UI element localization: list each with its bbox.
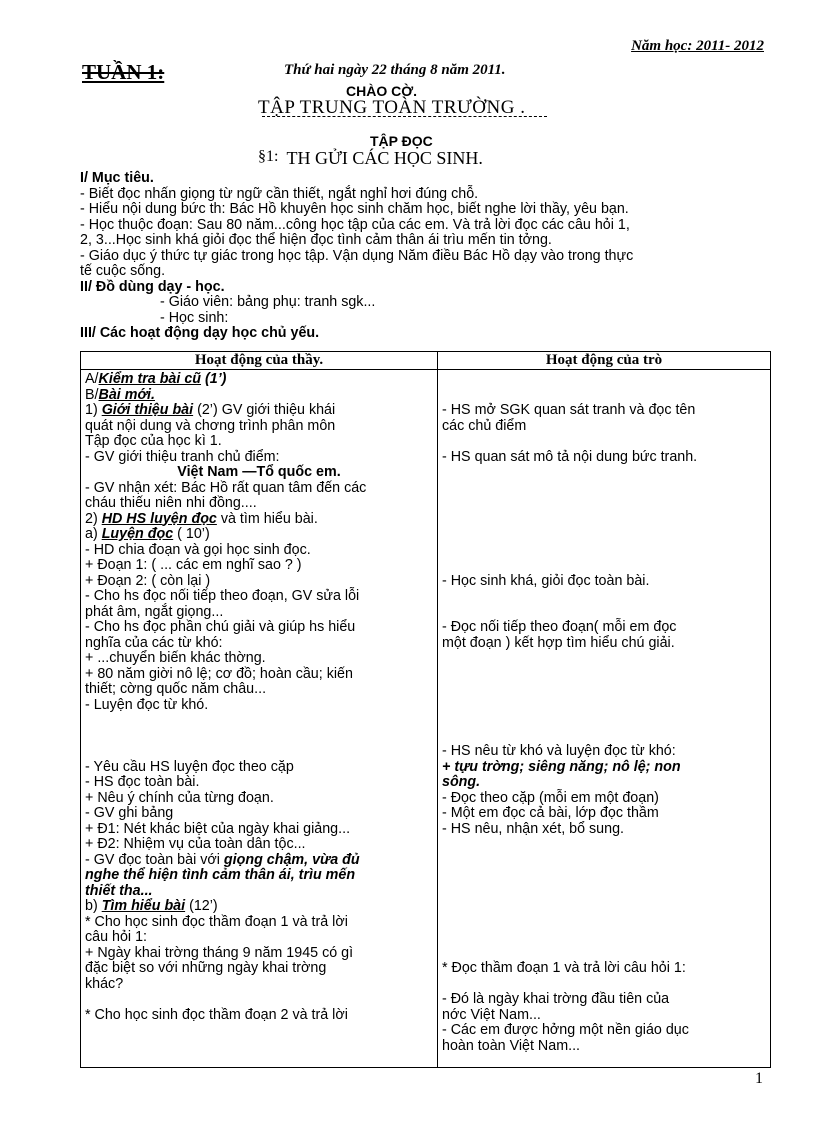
objective-item: 2, 3...Học sinh khá giỏi đọc thể hiện đọc tình cảm thân ái trìu mến tin tởng. [80,232,552,248]
objective-item: - Hiểu nội dung bức th: Bác Hồ khuyên học sinh chăm học, biết nghe lời thầy, yêu bạn. [80,201,629,217]
teacher-line: quát nội dung và chơng trình phân môn [85,417,336,434]
section-a: A/Kiểm tra bài cũ (1’) [85,371,227,387]
teacher-line: + Đ2: Nhiệm vụ của toàn dân tộc... [85,836,306,852]
teacher-line: * Cho học sinh đọc thầm đoạn 2 và trả lời [85,1006,348,1023]
student-line: - Đọc theo cặp (mỗi em một đoạn) [442,789,659,806]
teacher-line: + Đ1: Nét khác biệt của ngày khai giảng... [85,820,351,837]
teacher-line: phát âm, ngắt giọng... [85,603,224,620]
teacher-line: đặc biệt so với những ngày khai trờng [85,960,327,976]
school-year: Năm học: 2011- 2012 [631,38,764,54]
teacher-line: + 80 năm giời nô lệ; cơ đồ; hoàn cầu; kiến [85,665,353,682]
teacher-line: Tập đọc của học kì 1. [85,433,222,449]
teacher-column-header: Hoạt động của thầy. [81,352,438,370]
student-line: hoàn toàn Việt Nam... [442,1037,581,1054]
page-number: 1 [755,1070,763,1087]
salute-title: CHÀO CỜ. [346,83,418,99]
teacher-line: + Đoạn 1: ( ... các em nghĩ sao ? ) [85,557,302,573]
objective-item: tế cuộc sống. [80,263,166,279]
student-line: một đoạn ) kết hợp tìm hiểu chú giải. [442,634,675,651]
teacher-line: cháu thiếu niên nhi đồng.... [85,495,257,511]
student-line: - HS nêu, nhận xét, bổ sung. [442,820,625,837]
materials-student: - Học sinh: [160,309,229,326]
dashed-divider [262,116,547,117]
materials-teacher: - Giáo viên: bảng phụ: tranh sgk... [160,294,376,310]
student-column-header: Hoạt động của trò [438,352,771,370]
teacher-line: nghĩa của các từ khó: [85,634,223,651]
teacher-line: + Nêu ý chính của từng đoạn. [85,789,274,806]
step-intro: 1) Giới thiệu bài (2’) GV giới thiệu khái [85,402,336,418]
student-activities [438,370,771,1068]
student-line: * Đọc thầm đoạn 1 và trả lời câu hỏi 1: [442,960,686,976]
substep-practice: a) Luyện đọc ( 10’) [85,526,210,542]
teacher-line: + Ngày khai trờng tháng 9 năm 1945 có gì [85,944,354,961]
teacher-line: - GV đọc toàn bài với giọng chậm, vừa đủ [85,851,360,868]
objective-item: - Giáo dục ý thức tự giác trong học tập. Vận dụng Năm điều Bác Hồ dạy vào trong thực [80,247,634,264]
assembly-title: TẬP TRUNG TOÀN TRƯỜNG . [258,97,526,118]
teacher-line: câu hỏi 1: [85,929,147,945]
lesson-number: §1: [258,148,279,165]
teacher-line: khác? [85,975,124,992]
theme-title: Việt Nam —Tổ quốc em. [177,464,341,480]
teacher-line: - HS đọc toàn bài. [85,774,200,790]
student-line: sông. [442,774,481,790]
teacher-line: - Cho hs đọc nối tiếp theo đoạn, GV sửa lỗi [85,588,360,604]
student-line: - HS quan sát mô tả nội dung bức tranh. [442,448,698,465]
teacher-line: + ...chuyển biến khác thờng. [85,650,266,666]
substep-comprehension: b) Tìm hiểu bài (12’) [85,898,218,914]
activities-table [80,351,771,1068]
student-line: - Các em được hởng một nền giáo dục [442,1022,689,1038]
teacher-line: - HD chia đoạn và gọi học sinh đọc. [85,541,311,558]
teacher-line: thiết tha... [85,882,153,899]
student-line: các chủ điểm [442,417,527,434]
week-label: TUẦN 1: [82,60,165,84]
student-line: - Đó là ngày khai trờng đầu tiên của [442,991,670,1007]
teacher-line: * Cho học sinh đọc thầm đoạn 1 và trả lời [85,913,348,930]
teacher-activities [81,370,438,1068]
teacher-line: thiết; cờng quốc năm châu... [85,681,267,697]
teacher-line: - GV ghi bảng [85,805,174,821]
teacher-line: - GV giới thiệu tranh chủ điểm: [85,448,280,465]
objectives-section [80,171,780,342]
student-line: - HS mở SGK quan sát tranh và đọc tên [442,402,696,418]
lesson-date: Thứ hai ngày 22 tháng 8 năm 2011. [284,62,506,78]
step-reading: 2) HD HS luyện đọc và tìm hiểu bài. [85,510,318,527]
teacher-line: - Cho hs đọc phần chú giải và giúp hs hiểu [85,619,356,635]
student-line: - Học sinh khá, giỏi đọc toàn bài. [442,572,650,589]
section-b: B/Bài mới. [85,386,155,403]
objective-item: - Học thuộc đoạn: Sau 80 năm...công học tập của các em. Và trả lời đọc các câu hỏi 1, [80,216,630,233]
materials-heading: II/ Đồ dùng dạy - học. [80,278,225,295]
student-line: nớc Việt Nam... [442,1006,541,1023]
objectives-heading: I/ Mục tiêu. [80,170,154,186]
teacher-line: - GV nhận xét: Bác Hồ rất quan tâm đến các [85,479,367,496]
activities-heading: III/ Các hoạt động dạy học chủ yếu. [80,325,320,341]
student-line: + tựu trờng; siêng năng; nô lệ; non [442,758,681,775]
objective-item: - Biết đọc nhấn giọng từ ngữ cần thiết, ngắt nghỉ hơi đúng chỗ. [80,185,479,202]
teacher-line: - Luyện đọc từ khó. [85,696,209,713]
student-line: - HS nêu từ khó và luyện đọc từ khó: [442,743,676,759]
teacher-line: nghe thể hiện tình cảm thân ái, trìu mến [85,867,356,883]
lesson-heading [258,148,483,169]
student-line: - Đọc nối tiếp theo đoạn( mỗi em đọc [442,619,677,635]
lesson-title: TH GỬI CÁC HỌC SINH. [286,148,483,168]
student-line: - Một em đọc cả bài, lớp đọc thầm [442,805,659,821]
subject-title: TẬP ĐỌC [370,133,433,149]
teacher-line: + Đoạn 2: ( còn lại ) [85,572,211,589]
teacher-line: - Yêu cầu HS luyện đọc theo cặp [85,758,294,775]
